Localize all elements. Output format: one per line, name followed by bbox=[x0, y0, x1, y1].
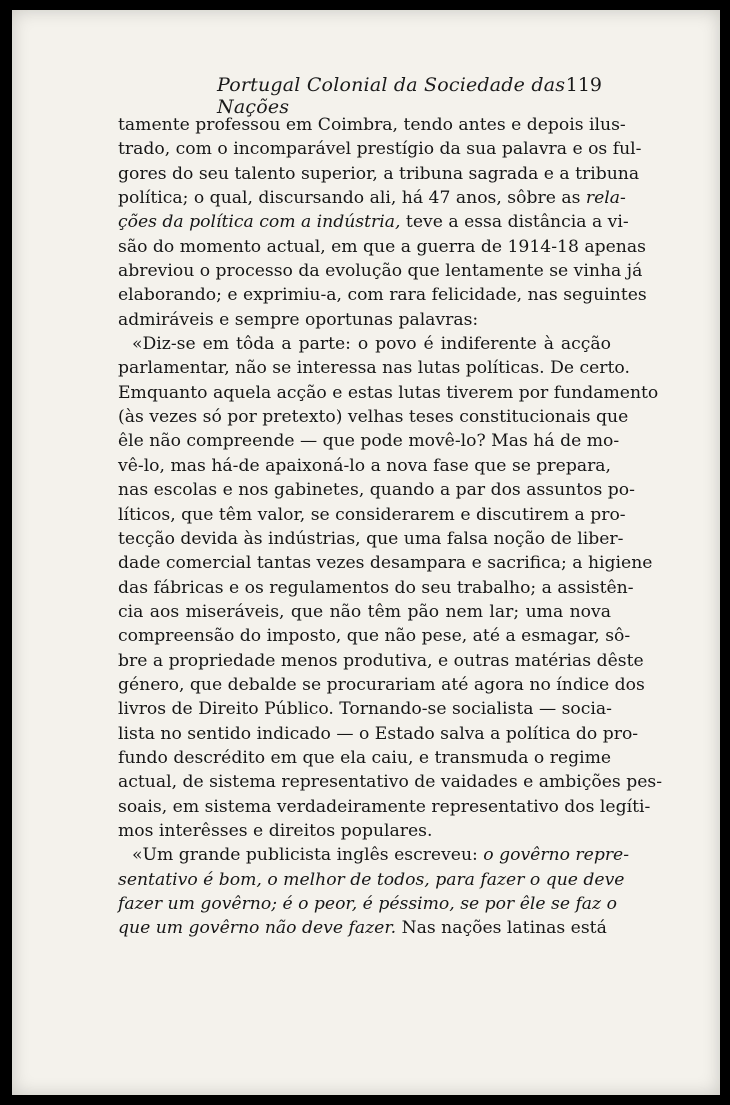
text-segment: teve a essa distância a vi- bbox=[400, 212, 629, 233]
text-line bbox=[118, 454, 611, 478]
text-segment: abreviou o processo da evolução que lentamente se vinha já bbox=[118, 261, 643, 282]
page-number: 119 bbox=[565, 74, 602, 96]
running-head: Portugal Colonial da Sociedade das Nações bbox=[217, 74, 566, 118]
italic-segment: rela- bbox=[585, 188, 626, 209]
text-segment: (às vezes só por pretexto) velhas teses constitucionais que bbox=[118, 407, 629, 428]
text-line bbox=[118, 649, 644, 673]
text-line bbox=[118, 381, 659, 405]
text-segment: cia aos miseráveis, que não têm pão nem lar; uma nova bbox=[118, 601, 611, 622]
text-segment: trado, com o incomparável prestígio da sua palavra e os ful- bbox=[118, 139, 642, 160]
text-line bbox=[118, 210, 629, 234]
text-line bbox=[118, 551, 653, 575]
text-line bbox=[118, 235, 646, 259]
text-segment: política; o qual, discursando ali, há 47 anos, sôbre as bbox=[118, 188, 586, 209]
text-segment: nas escolas e nos gabinetes, quando a par dos assuntos po- bbox=[118, 480, 635, 501]
text-segment: fundo descrédito em que ela caiu, e transmuda o regime bbox=[118, 747, 612, 768]
text-line bbox=[118, 478, 635, 502]
text-line bbox=[118, 527, 624, 551]
text-segment: êle não compreende — que pode movê-lo? Mas há de mo- bbox=[118, 431, 620, 452]
text-segment: Nas nações latinas está bbox=[396, 918, 607, 939]
text-segment: vê-lo, mas há-de apaixoná-lo a nova fase que se prepara, bbox=[118, 455, 611, 476]
text-segment: líticos, que têm valor, se considerarem e discutirem a pro- bbox=[118, 504, 626, 525]
text-line bbox=[118, 356, 630, 380]
body-text bbox=[118, 113, 663, 941]
text-segment: lista no sentido indicado — o Estado salva a política do pro- bbox=[118, 723, 639, 744]
text-line bbox=[118, 332, 611, 356]
text-line bbox=[118, 405, 629, 429]
text-segment: bre a propriedade menos produtiva, e outras matérias dêste bbox=[118, 650, 644, 671]
book-page bbox=[12, 10, 720, 1095]
text-line bbox=[118, 746, 611, 770]
text-segment: tecção devida às indústrias, que uma falsa noção de liber- bbox=[118, 528, 624, 549]
page-header bbox=[132, 74, 602, 118]
text-segment: mos interêsses e direitos populares. bbox=[118, 820, 433, 841]
text-segment: gores do seu talento superior, a tribuna sagrada e a tribuna bbox=[118, 163, 640, 184]
text-line bbox=[118, 916, 611, 940]
text-line bbox=[118, 722, 639, 746]
text-segment: compreensão do imposto, que não pese, até a esmagar, sô- bbox=[118, 626, 631, 647]
text-line bbox=[118, 868, 625, 892]
text-line bbox=[118, 697, 611, 721]
text-line bbox=[118, 283, 647, 307]
text-segment: são do momento actual, em que a guerra de 1914-18 apenas bbox=[118, 236, 646, 257]
text-segment: elaborando; e exprimiu-a, com rara felicidade, nas seguintes bbox=[118, 285, 647, 306]
text-line bbox=[118, 843, 630, 867]
text-line bbox=[118, 624, 631, 648]
text-line bbox=[118, 137, 642, 161]
text-segment: tamente professou em Coimbra, tendo antes e depois ilus- bbox=[118, 115, 626, 135]
text-segment: «Diz-se em tôda a parte: o povo é indiferente à acção bbox=[132, 334, 611, 355]
italic-segment: o govêrno repre- bbox=[483, 845, 630, 866]
text-segment: Emquanto aquela acção e estas lutas tiverem por fundamento bbox=[118, 382, 659, 403]
text-line bbox=[118, 673, 645, 697]
text-line bbox=[118, 795, 651, 819]
italic-segment: fazer um govêrno; é o peor, é péssimo, se por êle se faz o bbox=[118, 894, 617, 914]
italic-segment: que um govêrno não deve fazer. bbox=[118, 918, 397, 939]
text-segment: actual, de sistema representativo de vaidades e ambições pes- bbox=[118, 772, 663, 793]
text-segment: admiráveis e sempre oportunas palavras: bbox=[118, 309, 479, 330]
text-line bbox=[118, 429, 620, 453]
text-line bbox=[118, 819, 611, 843]
text-line bbox=[118, 259, 643, 283]
text-line bbox=[118, 770, 663, 794]
text-line bbox=[118, 308, 611, 332]
italic-segment: sentativo é bom, o melhor de todos, para fazer o que deve bbox=[118, 869, 625, 890]
text-segment: género, que debalde se procurariam até agora no índice dos bbox=[118, 674, 645, 695]
text-line bbox=[118, 892, 617, 916]
text-line bbox=[118, 576, 634, 600]
text-segment: dade comercial tantas vezes desampara e sacrifica; a higiene bbox=[118, 553, 653, 574]
text-line bbox=[118, 186, 626, 210]
text-segment: parlamentar, não se interessa nas lutas políticas. De certo. bbox=[118, 358, 630, 379]
text-segment: «Um grande publicista inglês escreveu: bbox=[132, 845, 484, 866]
text-line bbox=[118, 113, 626, 137]
text-line bbox=[118, 162, 640, 186]
text-segment: livros de Direito Público. Tornando-se socialista — socia- bbox=[118, 699, 612, 720]
text-line bbox=[118, 600, 611, 624]
text-segment: das fábricas e os regulamentos do seu trabalho; a assistên- bbox=[118, 577, 634, 598]
italic-segment: ções da política com a indústria, bbox=[118, 212, 401, 233]
text-segment: soais, em sistema verdadeiramente representativo dos legíti- bbox=[118, 796, 651, 817]
text-line bbox=[118, 503, 626, 527]
